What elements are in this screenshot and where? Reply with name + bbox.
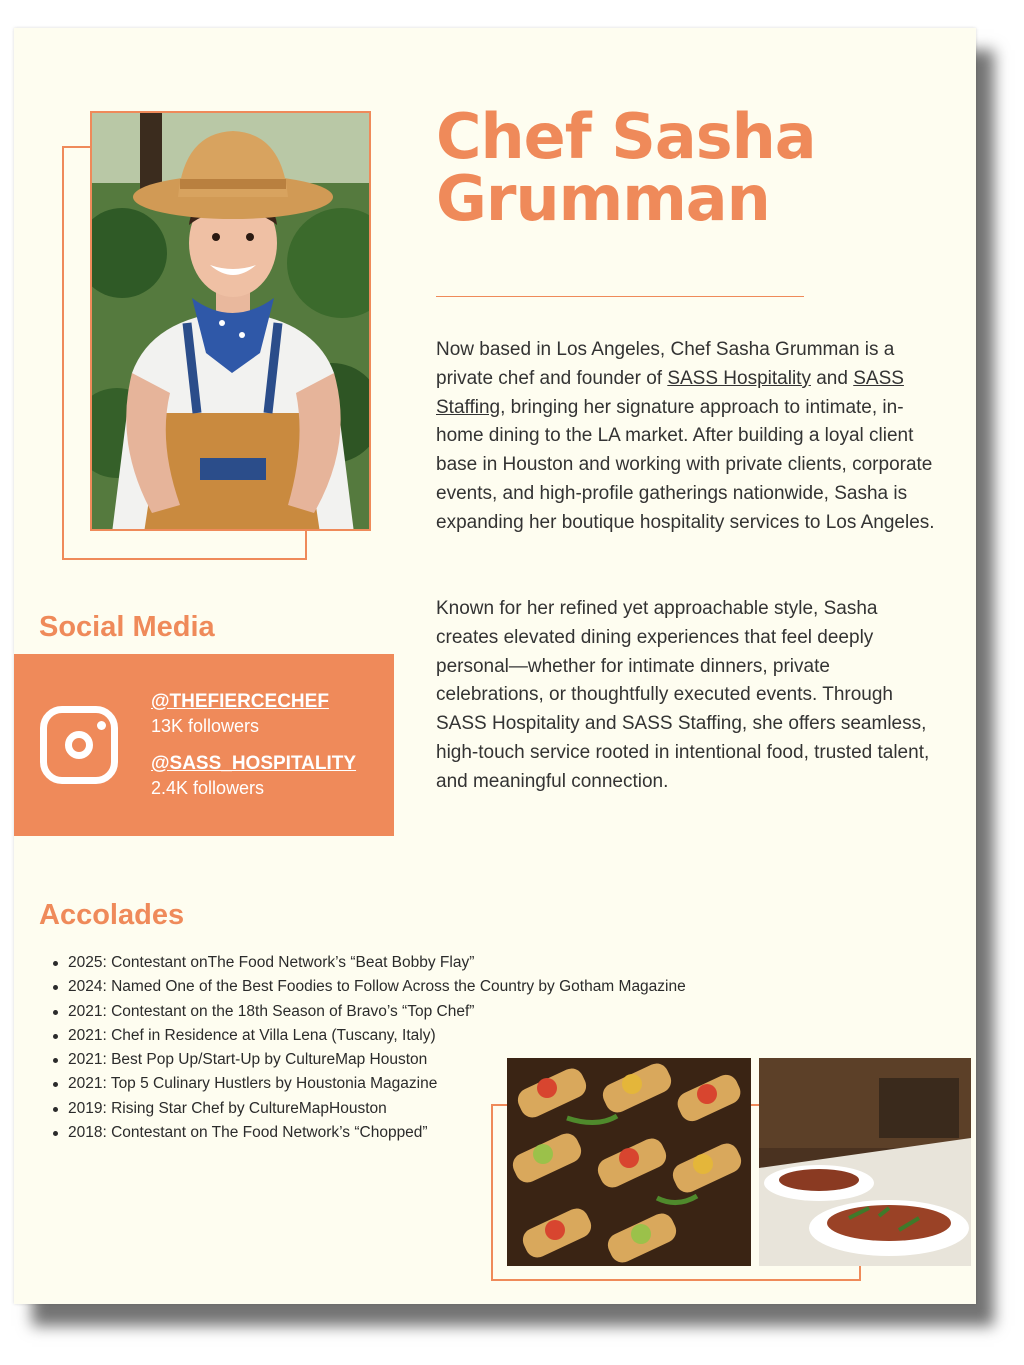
bruschetta-photo [507,1058,751,1266]
accolade-item: 2019: Rising Star Chef by CultureMapHouston [52,1097,792,1121]
follower-count: 2.4K followers [151,778,265,798]
accolade-item: 2024: Named One of the Best Foodies to Follow Across the Country by Gotham Magazine [52,975,792,999]
bio-text: , bringing her signature approach to intimate, in-home dining to the LA market. After building a loyal client base in Houston and working with private clients, corporate events, and high-profile gatherings nationwide, Sasha is expanding her boutique hospitality services to Los Angeles. [436,396,935,533]
plated-dish-photo [759,1058,971,1266]
press-sheet-page [14,28,976,1304]
social-media-heading: Social Media [39,611,215,643]
accolade-item: 2021: Chef in Residence at Villa Lena (Tuscany, Italy) [52,1024,792,1048]
instagram-flash-dot [97,721,106,730]
accolade-item: 2021: Contestant on the 18th Season of Bravo’s “Top Chef” [52,1000,792,1024]
chef-name-title [436,100,956,235]
social-media-panel [14,654,394,836]
accolade-item: 2025: Contestant onThe Food Network’s “Beat Bobby Flay” [52,951,792,975]
instagram-handle-thefiercechef[interactable]: @THEFIERCECHEF [151,691,329,712]
plated-dish-illustration [759,1058,971,1266]
bio-text: Through SASS Hospitality and SASS Staffing, she offers seamless, high-touch service rooted in intentional food, trusted talent, and meaningful connection. [436,684,930,792]
title-divider [436,296,804,297]
instagram-lens [65,731,93,759]
sass-hospitality-link[interactable]: SASS Hospitality [667,367,811,389]
bio-paragraph-1 [436,336,936,538]
bio-text: and [810,367,854,389]
bio-paragraph-2 [436,595,936,797]
accolades-heading: Accolades [39,899,185,931]
instagram-icon [40,706,118,784]
accolade-item: 2021: Top 5 Culinary Hustlers by Houstonia Magazine [52,1072,792,1096]
bio-text: Now based in Los Angeles, Chef Sasha Grumman is a private chef and founder of [436,339,895,389]
sass-staffing-link[interactable]: SASS Staffing [436,367,904,418]
accolade-item: 2021: Best Pop Up/Start-Up by CultureMap Houston [52,1048,792,1072]
chef-portrait-photo [90,111,371,531]
chef-name-line-2: Grumman [436,162,770,235]
bio-text: Known for her refined yet approachable style, Sasha creates elevated dining experiences that feel deeply personal—whether for intimate dinners, private celebrations, or thoughtfully executed events. [436,598,878,706]
chef-portrait-illustration [92,113,371,531]
chef-name-line-1: Chef Sasha [436,100,816,173]
accolade-item: 2018: Contestant on The Food Network’s “Chopped” [52,1121,792,1145]
instagram-handle-sass-hospitality[interactable]: @SASS_HOSPITALITY [151,753,357,774]
follower-count: 13K followers [151,716,260,736]
bruschetta-illustration [507,1058,751,1266]
